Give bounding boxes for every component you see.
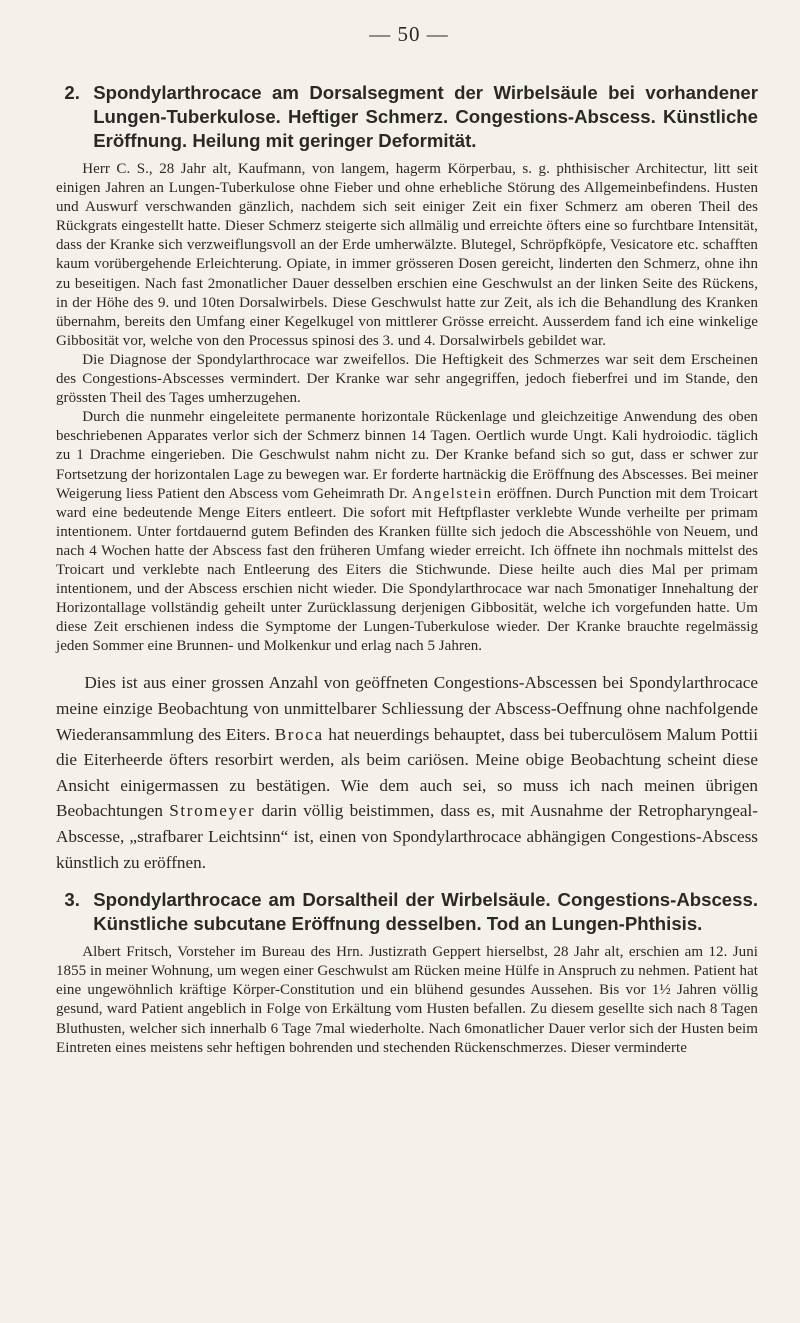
person-name-stromeyer: Stromeyer (169, 801, 256, 821)
person-name-broca: Broca (274, 724, 324, 744)
case-2-paragraph-2: Die Diagnose der Spondylarthrocace war zweifellos. Die Heftigkeit des Schmerzes war seit dem Erscheinen des Congestions-Abscesses vermindert. Der Kranke war sehr angegriffen, jedoch fieberfrei und im Stande, den grössten Theil des Tages umherzugehen. (56, 351, 758, 407)
person-name-angelstein: Angelstein (411, 485, 493, 502)
case-2-heading (56, 81, 758, 153)
case-3-number: 3. (64, 889, 80, 911)
case-2-number: 2. (64, 82, 80, 103)
commentary-part-a: Dies ist aus einer grossen Anzahl von geöffneten Congestions-Abscessen bei Spondylarthrocace meine einzige Beobachtung von unmittelbarer Schliessung der Abscess-Oeffnung ohne nachfolgende Wiederansammlung des Eiters. (56, 673, 758, 744)
case-2-paragraph-1: Herr C. S., 28 Jahr alt, Kaufmann, von langem, hagerm Körperbau, s. g. phthisischer Architectur, litt seit einigen Jahren an Lungen-Tuberkulose ohne Fieber und ohne erhebliche Störung des Allgemeinbefindens. Husten und Auswurf verschwanden gänzlich, nachdem sich seit einiger Zeit ein fixer Schmerz am oberen Theil des Rückgrats eingestellt hatte. Dieser Schmerz steigerte sich allmälig und erreichte öfters eine so furchtbare Intensität, dass der Kranke sich verzweiflungsvoll an der Erde umherwälzte. Blutegel, Schröpfköpfe, Vesicatore etc. schafften kaum vorübergehende Erleichterung. Opiate, in immer grösseren Dosen gereicht, linderten den Schmerz, ohne ihn zu beseitigen. Nach fast 2monatlicher Dauer desselben erschien eine Geschwulst an der linken Seite des Rückens, in der Höhe des 9. und 10ten Dorsalwirbels. Diese Geschwulst hatte zur Zeit, als ich die Behandlung des Kranken übernahm, bereits den Umfang einer Kegelkugel von mittlerer Grösse erreicht. Ausserdem fand ich eine winkelige Gibbosität vor, welche von den Processus spinosi des 3. und 4. Dorsalwirbels gebildet war. (56, 161, 758, 349)
case-3-heading (56, 888, 758, 936)
case-3-title: Spondylarthrocace am Dorsaltheil der Wirbelsäule. Congestions-Abscess. Künstliche subcutane Eröffnung desselben. Tod an Lungen-Phthisis. (93, 889, 758, 935)
case-2-title: Spondylarthrocace am Dorsalsegment der Wirbelsäule bei vorhandener Lungen-Tuberkulose. Heftiger Schmerz. Congestions-Abscess. Künstliche Eröffnung. Heilung mit geringer Deformität. (93, 82, 758, 151)
case-2-paragraph-3-part-a: Durch die nunmehr eingeleitete permanente horizontale Rückenlage und gleichzeitige Anwendung des oben beschriebenen Apparates verlor sich der Schmerz binnen 14 Tagen. Oertlich wurde Ungt. Kali hydroiodic. täglich zu 1 Drachme eingerieben. Die Geschwulst nahm nicht zu. Der Kranke befand sich so gut, dass er schwer zur Fortsetzung der horizontalen Lage zu bewegen war. Er forderte hartnäckig die Eröffnung des Abscesses. Bei meiner Weigerung liess Patient den Abscess vom Geheimrath Dr. (56, 409, 758, 502)
case-2-paragraph-3 (56, 408, 758, 656)
commentary-part-b: hat neuerdings behauptet, dass bei tuberculösem Malum Pottii die Eiterheerde öfters resorbirt werden, als beim cariösen. Meine obige Beobachtung scheint diese Ansicht einigermassen zu bestätigen. Wie dem auch sei, so muss ich nach meinen übrigen Beobachtungen (56, 724, 758, 821)
commentary-part-c: darin völlig beistimmen, dass es, mit Ausnahme der Retropharyngeal-Abscesse, „strafbarer Leichtsinn“ ist, einen von Spondylarthrocace abhängigen Congestions-Abscess künstlich zu eröffnen. (56, 801, 758, 872)
case-2-paragraph-3-part-b: eröffnen. Durch Punction mit dem Troicart ward eine bedeutende Menge Eiters entleert. Die sofort mit Heftpflaster verklebte Wunde verheilte per primam intentionem. Unter fortdauernd gutem Befinden des Kranken füllte sich jedoch die Abscesshöhle von Neuem, und nach 4 Wochen hatte der Abscess fast den früheren Umfang wieder erreicht. Ich öffnete ihn nochmals mittelst des Troicart und verklebte nach Entleerung des Eiters die Stichwunde. Diese heilte auch dies Mal per primam intentionem, und der Abscess erschien nicht wieder. Die Spondylarthrocace war nach 5monatiger Innehaltung der Horizontallage vollständig geheilt unter Zurücklassung derjenigen Gibbosität, welche ich vorgefunden hatte. Um diese Zeit erschienen indess die Symptome der Lungen-Tuberkulose wieder. Der Kranke brauchte regelmässig jeden Sommer eine Brunnen- und Molkenkur und erlag nach 5 Jahren. (56, 485, 758, 655)
page-number: — 50 — (369, 22, 449, 46)
commentary-paragraph (56, 670, 758, 875)
case-3-paragraph-1: Albert Fritsch, Vorsteher im Bureau des Hrn. Justizrath Geppert hierselbst, 28 Jahr alt, erschien am 12. Juni 1855 in meiner Wohnung, um wegen einer Geschwulst am Rücken meine Hülfe in Anspruch zu nehmen. Patient hat eine ungewöhnlich kräftige Körper-Constitution und ein blühend gesundes Aussehen. Bis vor 1½ Jahren völlig gesund, ward Patient angeblich in Folge von Erkältung vom Husten befallen. Zu diesem gesellte sich nach 8 Tagen Bluthusten, welcher sich innerhalb 6 Tage 7mal wiederholte. Nach 6monatlicher Dauer verlor sich der Husten beim Eintreten eines meistens sehr heftigen bohrenden und stechenden Rückenschmerzes. Dieser verminderte (56, 944, 758, 1056)
